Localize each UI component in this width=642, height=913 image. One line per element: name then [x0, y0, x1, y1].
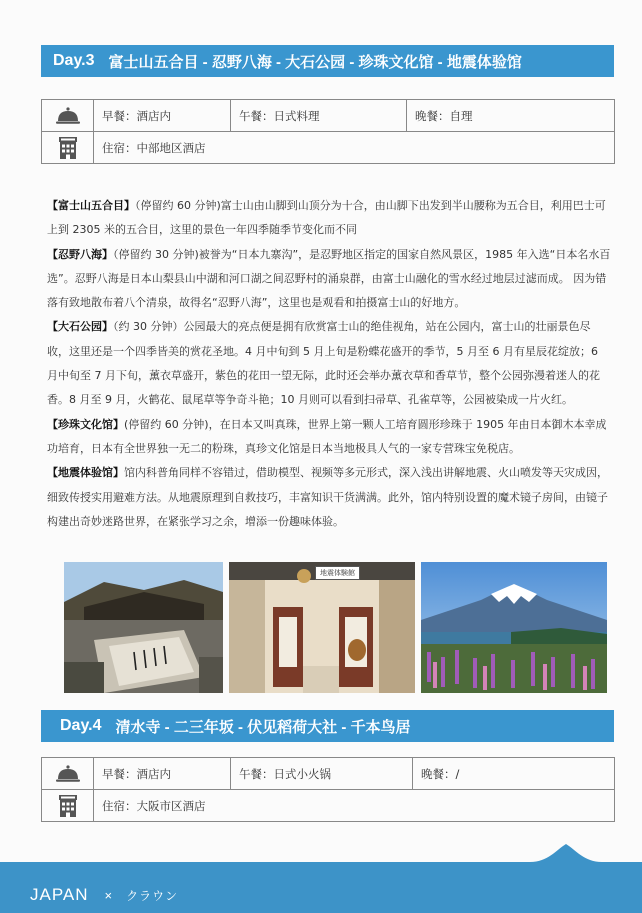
hotel-building-icon	[42, 137, 93, 159]
photo-oshino-hakkai	[64, 562, 223, 693]
meal-cloche-icon	[42, 106, 93, 126]
day3-banner	[41, 45, 614, 77]
paragraph-text: (停留约 60 分钟)，在日本又叫真珠，世界上第一颗人工培育圆形珍珠于 1905 年由日本御木本幸成功培育，日本有全世界独一无二的粉珠，真珍文化馆是日本当地极具人气的一家专营珠宝免税店。	[47, 417, 607, 455]
paragraph-title: 【大石公园】	[47, 320, 113, 334]
meal-icon-cell	[42, 758, 94, 790]
paragraph-title: 【地震体验馆】	[47, 466, 124, 480]
meal-icon-cell	[42, 100, 94, 132]
day4-hotel: 住宿：大阪市区酒店	[94, 790, 615, 822]
day3-breakfast: 早餐：酒店内	[94, 100, 231, 132]
hotel-building-icon	[42, 795, 93, 817]
day4-lunch: 午餐：日式小火锅	[231, 758, 413, 790]
footer-brand	[30, 885, 178, 905]
paragraph-title: 【忍野八海】	[47, 247, 113, 261]
paragraph-quake	[47, 461, 612, 534]
footer-kana: クラウン	[126, 888, 179, 903]
day4-dinner: 晚餐：/	[413, 758, 615, 790]
photo-earthquake-museum	[229, 562, 415, 693]
hotel-icon-cell	[42, 790, 94, 822]
day4-route: 清水寺 - 二三年坂 - 伏见稻荷大社 - 千本鸟居	[115, 718, 411, 736]
photo-mount-fuji	[421, 562, 607, 693]
day4-label: Day.4	[60, 717, 102, 734]
day3-hotel: 住宿：中部地区酒店	[94, 132, 615, 164]
day4-banner	[41, 710, 614, 742]
day4-breakfast: 早餐：酒店内	[94, 758, 231, 790]
paragraph-pearl	[47, 413, 612, 462]
footer-separator: ×	[104, 887, 113, 903]
day3-description	[47, 194, 612, 534]
meal-cloche-icon	[42, 764, 93, 784]
paragraph-oshino	[47, 243, 612, 316]
day3-dinner: 晚餐：自理	[407, 100, 615, 132]
day3-lunch: 午餐：日式料理	[231, 100, 407, 132]
paragraph-fuji	[47, 194, 612, 243]
footer-japan: JAPAN	[30, 885, 89, 904]
day4-info-table	[41, 757, 615, 822]
paragraph-oishi	[47, 315, 612, 412]
paragraph-text: （停留约 30 分钟)被誉为“日本九寨沟”，是忍野地区指定的国家自然风景区，1985 年入选“日本名水百选”。忍野八海是日本山梨县山中湖和河口湖之间忍野村的涌泉群，由富士山融化的雪水经过地层过滤而成。 因为错落有致地散布着八个清泉，故得名“忍野八海”，这里也是观看和拍摄富士山的好地方。	[47, 247, 611, 310]
day3-route: 富士山五合目 - 忍野八海 - 大石公园 - 珍珠文化馆 - 地震体验馆	[108, 53, 522, 71]
paragraph-text: （停留约 60 分钟)富士山由山脚到山顶分为十合，由山脚下出发到半山腰称为五合目，利用巴士可上到 2305 米的五合目，这里的景色一年四季随季节变化而不同	[47, 199, 606, 237]
paragraph-text: 馆内科普角同样不容错过，借助模型、视频等多元形式，深入浅出讲解地震、火山喷发等天灾成因，细致传授实用避难方法。从地震原理到自救技巧，丰富知识干货满满。此外，馆内特别设置的魔术镜子房间，由镜子构建出奇妙迷路世界，在紧张学习之余，增添一份趣味体验。	[47, 466, 608, 528]
day3-label: Day.3	[53, 52, 95, 69]
paragraph-title: 【珍珠文化馆】	[47, 417, 124, 431]
earthquake-sign: 地震体験館	[315, 566, 360, 580]
hotel-icon-cell	[42, 132, 94, 164]
paragraph-title: 【富士山五合目】	[47, 199, 135, 212]
paragraph-text: （约 30 分钟）公园最大的亮点便是拥有欣赏富士山的绝佳视角，站在公园内，富士山的壮丽景色尽收，这里还是一个四季皆美的赏花圣地。4 月中旬到 5 月上旬是粉蝶花盛开的季节，5 月至 6 月有星辰花绽放；6 月中旬至 7 月下旬，薰衣草盛开，紫色的花田一望无际，此时还会举办薰衣草和香草节，整个公园弥漫着迷人的花香。8 月至 9 月，火鹤花、鼠尾草等争奇斗艳；10 月则可以看到扫帚草、孔雀草等，公园被染成一片火红。	[47, 320, 600, 407]
day3-info-table	[41, 99, 615, 164]
